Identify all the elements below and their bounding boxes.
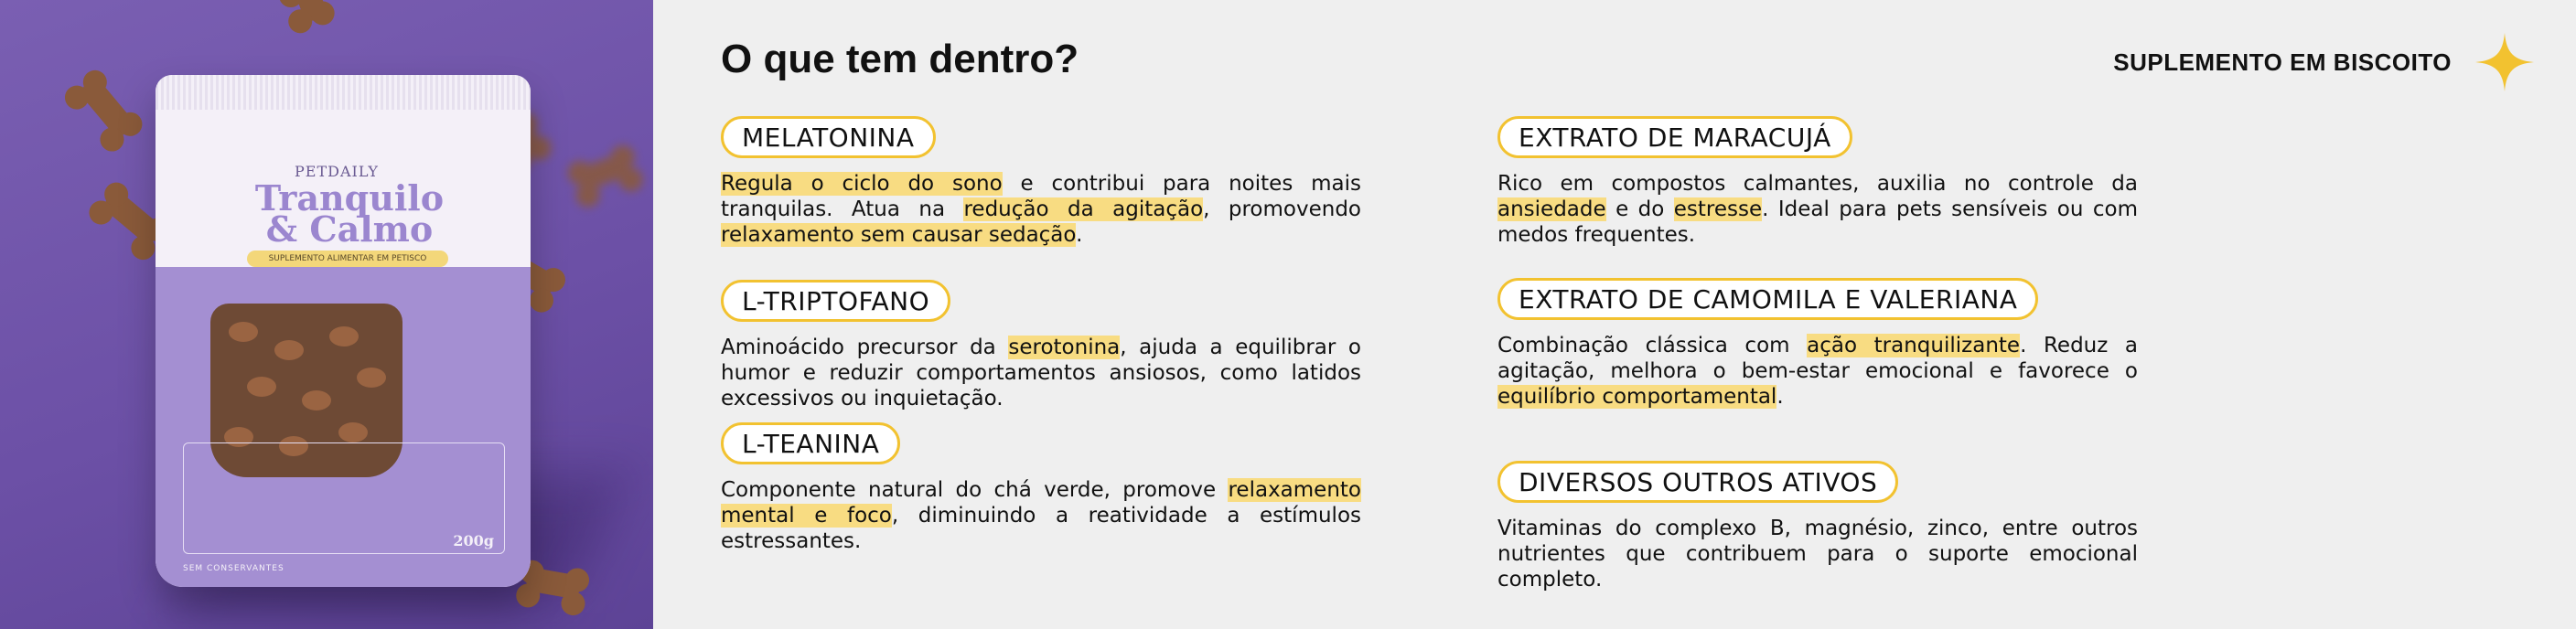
ingredient-melatonina [721, 116, 1361, 248]
highlighted-text: ansiedade [1497, 197, 1606, 221]
ingredient-description [1497, 516, 2138, 592]
ingredient-label: EXTRATO DE CAMOMILA E VALERIANA [1497, 278, 2038, 320]
page-title: O que tem dentro? [721, 37, 1079, 81]
highlighted-text: ação tranquilizante [1807, 334, 2021, 357]
ingredient-description [721, 335, 1361, 411]
ingredient-label: MELATONINA [721, 116, 936, 158]
description-text: , diminuindo a reatividade a estímulos estressantes. [721, 504, 1362, 553]
description-text: Componente natural do chá verde, promove [721, 478, 1229, 502]
product-tagline: SUPLEMENTO ALIMENTAR EM PETISCO [247, 251, 448, 267]
description-text: . Reduz a agitação, melhora o bem-estar emocional e favorece o [1497, 334, 2139, 383]
description-text: Rico em compostos calmantes, auxilia no controle da [1497, 172, 2138, 196]
ingredient-extrato-camomila-valeriana [1497, 278, 2138, 410]
ingredient-label: L-TRIPTOFANO [721, 280, 950, 322]
product-brand: PETDAILY [295, 163, 379, 180]
bone-treat-icon [574, 152, 633, 193]
four-point-star-icon [2475, 33, 2534, 91]
ingredient-l-triptofano [721, 280, 1361, 411]
description-text: . [1076, 223, 1083, 247]
description-text: . [1776, 385, 1784, 409]
ingredient-label: EXTRATO DE MARACUJÁ [1497, 116, 1852, 158]
highlighted-text: relaxamento mental e foco [721, 478, 1361, 528]
ingredient-description [721, 171, 1361, 248]
ingredient-outros-ativos [1497, 461, 2138, 592]
product-photo [0, 0, 653, 629]
ingredient-extrato-maracuja [1497, 116, 2138, 248]
highlighted-text: estresse [1673, 197, 1763, 221]
ingredient-description [721, 477, 1361, 554]
ingredient-description [1497, 333, 2138, 410]
ingredient-label: DIVERSOS OUTROS ATIVOS [1497, 461, 1898, 503]
description-text: e do [1605, 197, 1674, 221]
highlighted-text: redução da agitação [963, 197, 1204, 221]
description-text: , ajuda a equilibrar o humor e reduzir comportamentos ansiosos, como latidos excessivos ou inquietação. [721, 336, 1361, 410]
product-weight: 200g [453, 532, 494, 549]
bone-treat-icon [294, 0, 328, 24]
description-text: Vitaminas do complexo B, magnésio, zinco, entre outros nutrientes que contribuem para o suporte emocional completo. [1497, 517, 2138, 592]
description-text: Combinação clássica com [1497, 334, 1808, 357]
highlighted-text: Regula o ciclo do sono [721, 172, 1003, 196]
highlighted-text: serotonina [1008, 336, 1121, 359]
ingredient-label: L-TEANINA [721, 422, 900, 464]
description-text: , promovendo [1203, 197, 1361, 221]
highlighted-text: relaxamento sem causar sedação [721, 223, 1077, 247]
description-text: e contribui para noites mais tranquilas. Atua na [721, 172, 1361, 221]
product-footer: SEM CONSERVANTES [183, 564, 284, 573]
description-text: . Ideal para pets sensíveis ou com medos frequentes. [1497, 197, 2138, 247]
ingredient-description [1497, 171, 2138, 248]
bone-treat-icon [78, 76, 137, 140]
highlighted-text: equilíbrio comportamental [1497, 385, 1777, 409]
product-title: Tranquilo & Calmo [254, 177, 445, 250]
ingredient-l-teanina [721, 422, 1361, 554]
product-package [156, 75, 531, 587]
description-text: Aminoácido precursor da [721, 336, 1009, 359]
product-type-badge: SUPLEMENTO EM BISCOITO [2113, 48, 2452, 76]
